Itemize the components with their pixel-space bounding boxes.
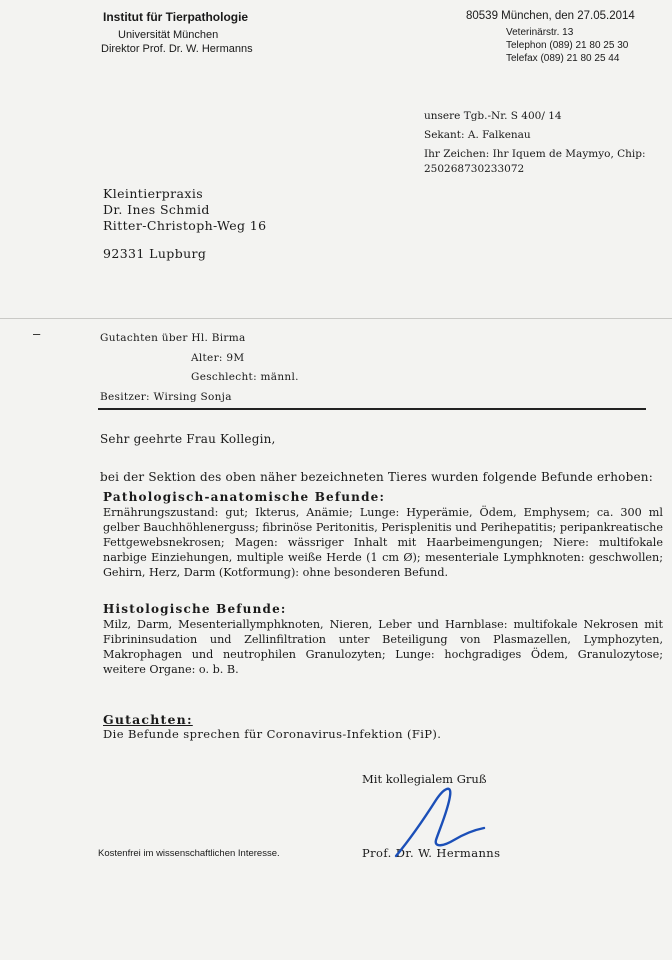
recipient-street: Ritter-Christoph-Weg 16 [103,218,267,233]
margin-mark: – [33,326,41,341]
conclusion-text: Die Befunde sprechen für Coronavirus-Infektion (FiP). [103,727,442,741]
university-name: Universität München [118,29,219,41]
phone-number: Telephon (089) 21 80 25 30 [506,40,629,51]
institute-name: Institut für Tierpathologie [103,10,249,24]
greeting: Sehr geehrte Frau Kollegin, [100,432,276,446]
journal-number: unsere Tgb.-Nr. S 400/ 14 [424,110,562,122]
chip-number: 250268730233072 [424,163,525,175]
histology-findings: Milz, Darm, Mesenteriallymphknoten, Nieren, Leber und Harnblase: multifokale Nekrosen mit Fibrininsudation und Zellinfiltration unter Beteiligung von Plasmazellen, Lymphozyten, Makrophagen und neutrophilen Granulozyten; Lunge: hochgradiges Ödem, Granulozytose; weitere Organe: o. b. B. [103,618,663,676]
footer-note: Kostenfrei im wissenschaftlichen Interesse. [98,848,280,859]
recipient-name: Dr. Ines Schmid [103,202,210,217]
pathology-findings: Ernährungszustand: gut; Ikterus, Anämie; Lunge: Hyperämie, Ödem, Emphysem; ca. 300 ml gelber Bauchhöhlenerguss; fibrinöse Peritonitis, Perisplenitis und Perihepatitis; peripankreatische Fettgewebsnekrosen; Magen: wässriger Inhalt mit Haarbeimengungen; Niere: multifokale narbige Einziehungen, multiple weiße Herde (1 cm Ø); mesenteriale Lymphknoten: geschwollen; Gehirn, Herz, Darm (Kotformung): ohne besonderen Befund. [103,506,663,579]
histology-heading: Histologische Befunde: [103,602,287,616]
intro-sentence: bei der Sektion des oben näher bezeichneten Tieres wurden folgende Befunde erhoben: [100,470,653,484]
director-name: Direktor Prof. Dr. W. Hermanns [101,43,253,55]
section-name: Sekant: A. Falkenau [424,129,531,141]
city-date: 80539 München, den 27.05.2014 [466,10,635,22]
fax-number: Telefax (089) 21 80 25 44 [506,53,620,64]
closing-regards: Mit kollegialem Gruß [362,772,487,786]
recipient-city: 92331 Lupburg [103,246,207,261]
handwritten-signature [392,782,494,862]
subject-divider [98,408,646,410]
recipient-practice: Kleintierpraxis [103,186,204,201]
report-subject: Gutachten über Hl. Birma [100,332,246,344]
your-reference: Ihr Zeichen: Ihr Iquem de Maymyo, Chip: [424,148,646,160]
pathology-heading: Pathologisch-anatomische Befunde: [103,490,386,504]
animal-sex: Geschlecht: männl. [191,371,299,383]
street-address: Veterinärstr. 13 [506,27,574,38]
owner-name: Besitzer: Wirsing Sonja [100,391,232,403]
animal-age: Alter: 9M [191,352,245,364]
paper-fold-line [0,318,672,319]
signer-name: Prof. Dr. W. Hermanns [362,846,501,860]
conclusion-heading: Gutachten: [103,712,193,727]
